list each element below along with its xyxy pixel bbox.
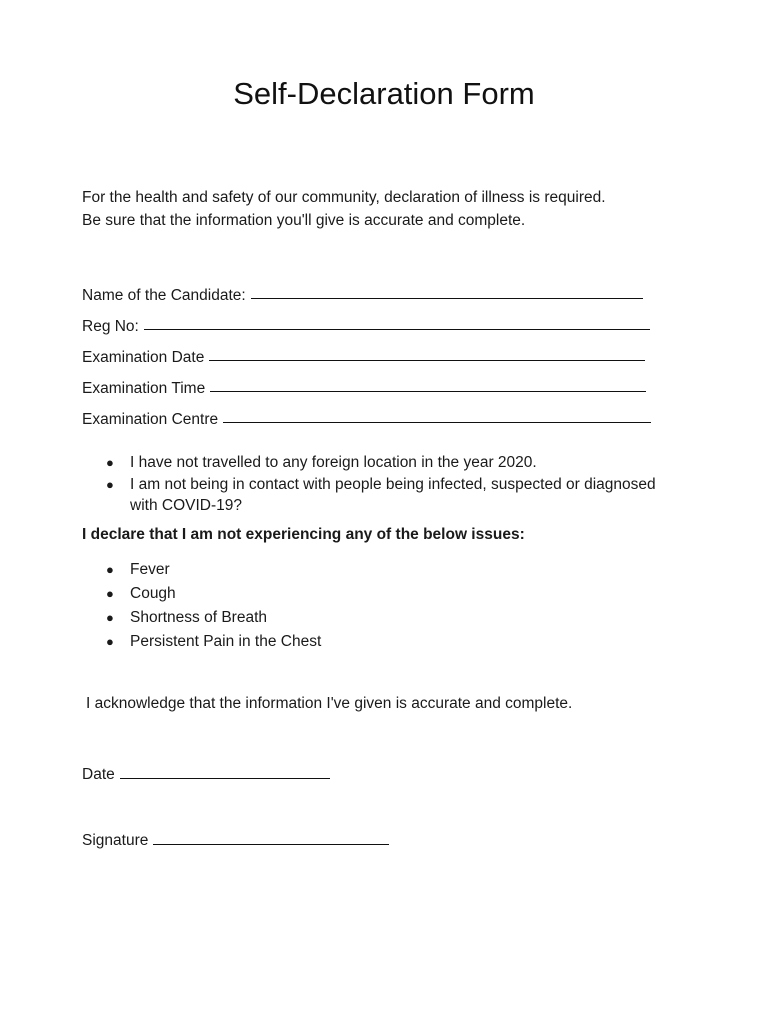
- candidate-fields: [82, 274, 682, 429]
- examination-time-field[interactable]: [82, 367, 682, 398]
- acknowledgement-text: I acknowledge that the information I've given is accurate and complete.: [86, 695, 573, 712]
- list-item: [104, 606, 504, 630]
- list-item: [104, 558, 504, 582]
- field-label: Date: [82, 766, 115, 783]
- symptom-text: Persistent Pain in the Chest: [130, 633, 322, 650]
- examination-centre-field[interactable]: [82, 398, 682, 429]
- bullet-icon: ●: [106, 562, 114, 577]
- page-title: Self-Declaration Form: [233, 76, 535, 111]
- field-label: Examination Date: [82, 349, 205, 366]
- bullet-icon: ●: [106, 610, 114, 625]
- list-item: [104, 582, 504, 606]
- fill-in-line[interactable]: [209, 360, 645, 361]
- fill-in-line[interactable]: [120, 778, 330, 779]
- travel-statements-list: [104, 452, 664, 517]
- list-item: [104, 630, 504, 654]
- fill-in-line[interactable]: [144, 329, 650, 330]
- symptoms-list: [104, 558, 504, 654]
- statement-text: I have not travelled to any foreign location in the year 2020.: [130, 454, 537, 471]
- bullet-icon: ●: [106, 476, 114, 492]
- field-label: Examination Time: [82, 380, 206, 397]
- symptom-text: Cough: [130, 585, 176, 602]
- list-item: [104, 452, 664, 474]
- date-field[interactable]: [82, 760, 330, 784]
- candidate-name-field[interactable]: [82, 274, 682, 305]
- fill-in-line[interactable]: [153, 844, 389, 845]
- field-label: Examination Centre: [82, 411, 219, 428]
- bullet-icon: ●: [106, 455, 114, 470]
- reg-no-field[interactable]: [82, 305, 682, 336]
- intro-line: Be sure that the information you'll give is accurate and complete.: [82, 212, 526, 229]
- signature-field[interactable]: [82, 826, 389, 850]
- declaration-heading: I declare that I am not experiencing any of the below issues:: [82, 526, 525, 543]
- field-label: Name of the Candidate:: [82, 287, 246, 304]
- bullet-icon: ●: [106, 586, 114, 601]
- intro-line: For the health and safety of our community, declaration of illness is required.: [82, 189, 606, 206]
- examination-date-field[interactable]: [82, 336, 682, 367]
- statement-text: I am not being in contact with people being infected, suspected or diagnosed with COVID-19?: [130, 475, 656, 514]
- fill-in-line[interactable]: [251, 298, 643, 299]
- list-item: [104, 474, 664, 517]
- bullet-icon: ●: [106, 634, 114, 649]
- fill-in-line[interactable]: [223, 422, 651, 423]
- symptom-text: Fever: [130, 561, 170, 578]
- intro-text: [82, 186, 702, 232]
- field-label: Reg No:: [82, 318, 139, 335]
- symptom-text: Shortness of Breath: [130, 609, 267, 626]
- field-label: Signature: [82, 832, 149, 849]
- fill-in-line[interactable]: [210, 391, 646, 392]
